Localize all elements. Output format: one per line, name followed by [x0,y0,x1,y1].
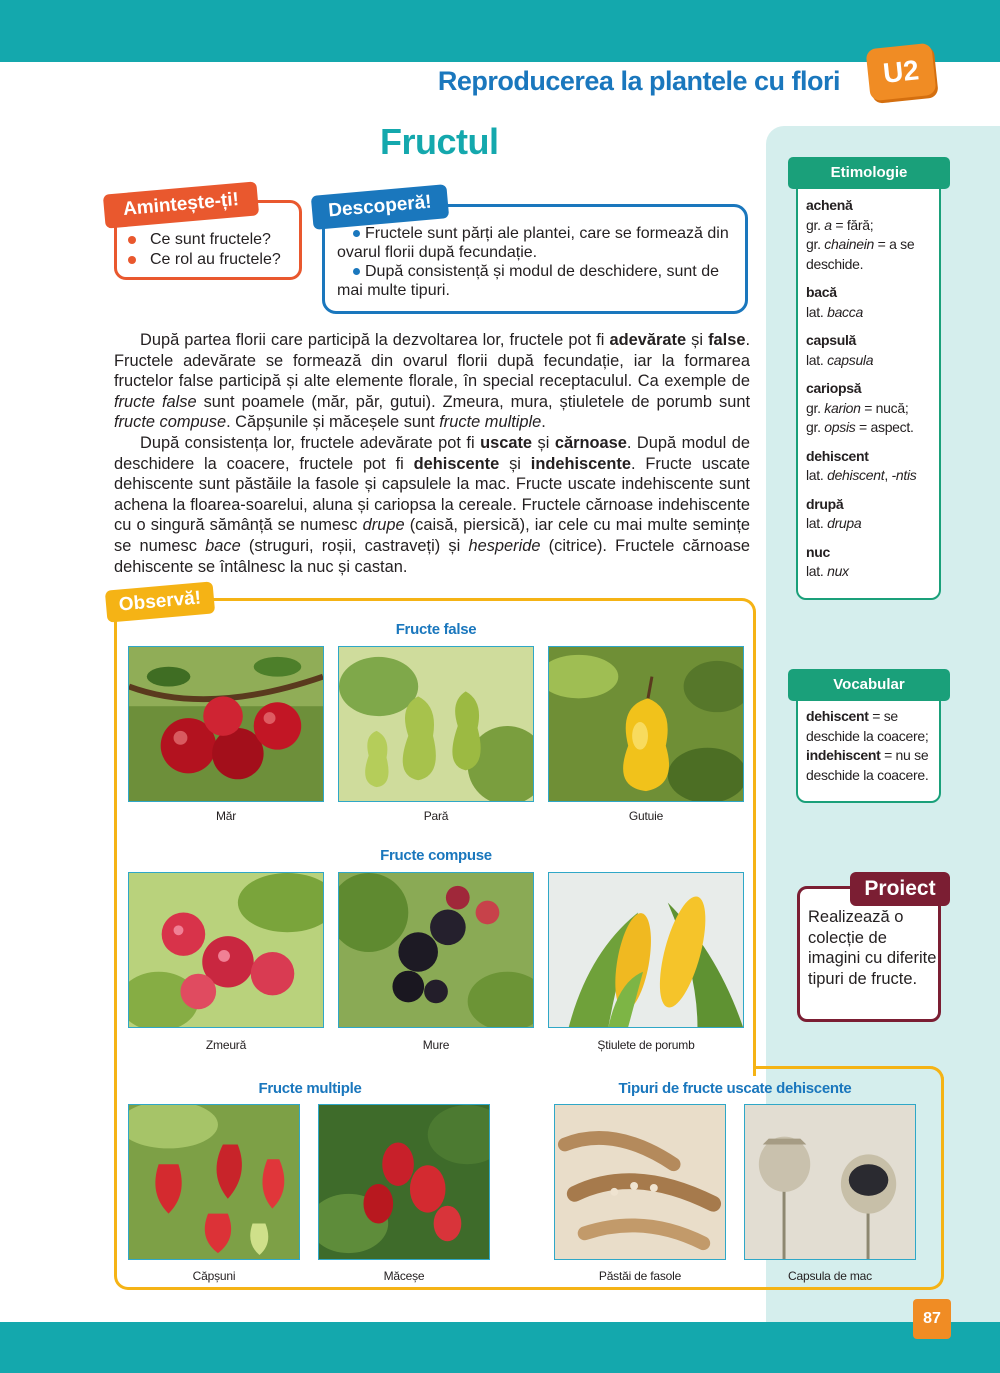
photo-caption: Mure [422,1038,450,1052]
observe-label: Observă! [105,581,215,622]
observe-frame-join [753,1066,944,1080]
etymology-term: dehiscent [806,447,869,464]
lesson-title: Fructul [380,121,499,162]
discover-item: Fructele sunt părți ale plantei, care se formează din ovarul florii după fecundație. [337,224,737,262]
etymology-entry [806,495,936,534]
photo-caption: Măceșe [383,1269,425,1283]
etymology-term: cariopsă [806,380,862,396]
group-title-false-fruits: Fructe false [395,621,477,638]
main-paragraph-2: După consistența lor, fructele adevărate pot fi uscate și cărnoase. După modul de deschidere la coacere, fructele pot fi dehiscente și indehiscente. Fructe uscate dehiscente sunt păstăile la fasole și capsulele la mac. Fructe uscate indehiscente sunt achena la floarea-soarelui, aluna și cariopsa la cereale. Fructele cărnoase indehiscente cu o singură sămânță se numesc drupe (caisă, piersică), iar cele cu mai multe semințe se numesc bace (struguri, roșii, castraveți) și hesperide (citrice). Fructele cărnoase dehiscente se întâlnesc la nuc și castan. [114,433,751,576]
etymology-origin: gr. chainein = a se deschide. [806,236,915,272]
remember-item: Ce rol au fructele? [126,250,281,270]
top-band [0,0,1000,62]
etymology-origin: lat. dehiscent, -ntis [806,467,917,483]
group-title-compound-fruits: Fructe compuse [380,847,492,864]
etymology-entry [806,379,936,438]
main-text [114,330,750,577]
etymology-origin: lat. drupa [806,515,862,531]
unit-title: Reproducerea la plantele cu flori [437,66,840,96]
etymology-entry [806,196,936,274]
strawberry-photo [128,1104,300,1260]
etymology-origin: lat. nux [806,563,849,579]
etymology-term: capsulă [806,332,857,348]
etymology-origin: gr. a = fără; [806,216,874,233]
bean-pods-photo [554,1104,726,1260]
page-number: 87 [913,1299,951,1339]
raspberry-photo [128,872,324,1028]
corn-photo [548,872,744,1028]
photo-caption: Zmeură [205,1038,247,1052]
bottom-band [0,1322,1000,1373]
etymology-list [806,196,936,591]
remember-item: Ce sunt fructele? [126,230,281,250]
blackberry-photo [338,872,534,1028]
photo-caption: Păstăi de fasole [598,1269,682,1283]
etymology-term: drupă [806,495,844,512]
photo-caption: Măr [215,809,237,823]
etymology-entry [806,283,936,322]
photo-caption: Căpșuni [192,1269,236,1283]
remember-label: Amintește-ți! [103,181,259,228]
etymology-origin: gr. opsis = aspect. [806,419,914,435]
etymology-entry [806,543,936,582]
photo-caption: Capsula de mac [788,1269,872,1283]
etymology-term: nuc [806,543,830,560]
etymology-term: bacă [806,284,837,300]
discover-list [337,224,737,300]
photo-caption: Gutuie [628,809,664,823]
etymology-entry [806,331,936,370]
photo-caption: Știulete de porumb [597,1038,695,1052]
unit-badge: U2 [865,43,936,102]
project-label: Proiect [850,872,950,906]
discover-item: După consistență și modul de deschidere, sunt de mai multe tipuri. [337,262,737,300]
remember-list [126,230,281,270]
etymology-origin: lat. bacca [806,303,863,320]
pear-photo [338,646,534,802]
discover-label: Descoperă! [311,184,449,230]
quince-photo [548,646,744,802]
rosehip-photo [318,1104,490,1260]
poppy-capsule-photo [744,1104,916,1260]
apple-photo [128,646,324,802]
project-text: Realizează o colecție de imagini cu diferite tipuri de fructe. [808,908,937,988]
vocabulary-label: Vocabular [788,669,950,701]
etymology-label: Etimologie [788,157,950,189]
group-title-multiple-fruits: Fructe multiple [258,1080,362,1097]
main-paragraph-1: După partea florii care participă la dezvoltarea lor, fructele pot fi adevărate și false. Fructele adevărate se formează din ovarul florii după fecundație, iar la formarea fructelor false participă și alte elemente florale, în special receptaculul. Ca exemple de fructe false sunt poamele (măr, păr, gutui). Zmeura, mura, știuletele de porumb sunt fructe compuse. Căpșunile și măceșele sunt fructe multiple. [114,331,750,432]
photo-caption: Pară [423,809,449,823]
vocabulary-text: dehiscent = se deschide la coacere; indehiscent = nu se deschide la coacere. [806,708,929,783]
etymology-entry [806,447,936,486]
etymology-origin: lat. capsula [806,351,874,368]
group-title-dehiscent-fruits: Tipuri de fructe uscate dehiscente [618,1080,852,1097]
etymology-term: achenă [806,197,853,213]
etymology-origin: gr. karion = nucă; [806,399,909,416]
